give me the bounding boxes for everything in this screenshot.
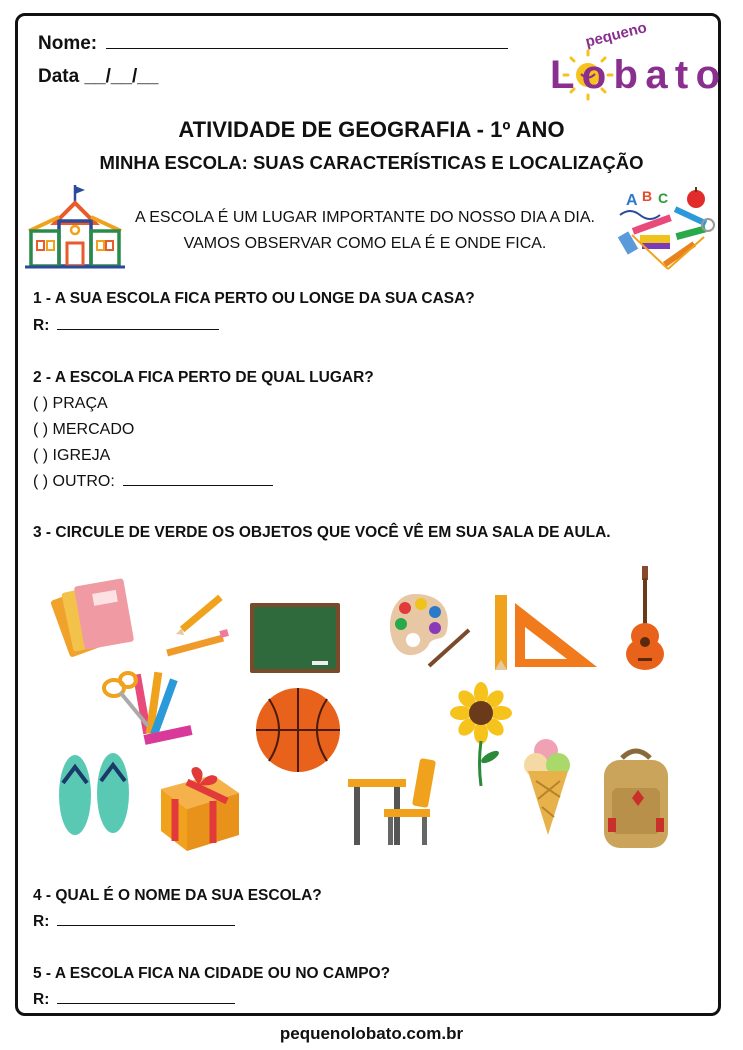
svg-text:A: A xyxy=(626,192,638,209)
guitar-icon[interactable] xyxy=(622,566,668,676)
date-field[interactable]: Data __/__/__ xyxy=(38,66,159,87)
intro-text: A ESCOLA É UM LUGAR IMPORTANTE DO NOSSO DIA A DIA. VAMOS OBSERVAR COMO ELA É E ONDE FICA. xyxy=(135,209,595,252)
answer-5-field[interactable] xyxy=(33,991,235,1009)
name-field xyxy=(38,33,508,55)
question-1: 1 - A SUA ESCOLA FICA PERTO OU LONGE DA SUA CASA? xyxy=(33,290,475,307)
option-outro-label: ( ) OUTRO: xyxy=(33,473,115,490)
chalkboard-icon[interactable] xyxy=(250,603,340,678)
basketball-icon[interactable] xyxy=(255,687,341,778)
answer-5-line[interactable] xyxy=(57,1003,235,1004)
option-outro-line[interactable] xyxy=(123,485,273,486)
option-praca[interactable]: ( ) PRAÇA xyxy=(33,395,108,412)
footer-url[interactable]: pequenolobato.com.br xyxy=(279,1024,464,1043)
flip-flops-icon[interactable] xyxy=(55,753,133,842)
notebooks-icon[interactable] xyxy=(55,578,140,668)
ruler-triangle-icon[interactable] xyxy=(495,595,600,675)
page-title: ATIVIDADE DE GEOGRAFIA - 1º ANO xyxy=(178,117,565,142)
answer-1-label: R: xyxy=(33,317,50,334)
answer-4-label: R: xyxy=(33,913,50,930)
paint-palette-icon[interactable] xyxy=(385,590,473,677)
option-outro[interactable] xyxy=(33,473,273,491)
name-input-line[interactable] xyxy=(106,48,508,49)
gift-box-icon[interactable] xyxy=(157,765,243,858)
logo-small-text: pequeno xyxy=(583,19,649,51)
svg-text:C: C xyxy=(658,190,669,206)
school-building-icon xyxy=(25,183,125,276)
svg-text:B: B xyxy=(642,188,653,204)
option-mercado[interactable]: ( ) MERCADO xyxy=(33,421,135,438)
question-2: 2 - A ESCOLA FICA PERTO DE QUAL LUGAR? xyxy=(33,369,374,386)
answer-4-line[interactable] xyxy=(57,925,235,926)
answer-1-line[interactable] xyxy=(57,329,219,330)
page-subtitle: MINHA ESCOLA: SUAS CARACTERÍSTICAS E LOCALIZAÇÃO xyxy=(99,152,644,173)
option-igreja[interactable]: ( ) IGREJA xyxy=(33,447,111,464)
logo xyxy=(548,19,723,102)
backpack-icon[interactable] xyxy=(598,748,673,855)
school-desk-icon[interactable] xyxy=(346,757,438,852)
name-label: Nome: xyxy=(38,33,98,54)
question-3: 3 - CIRCULE DE VERDE OS OBJETOS QUE VOCÊ VÊ EM SUA SALA DE AULA. xyxy=(33,524,611,541)
school-supplies-heart-icon xyxy=(612,185,724,280)
question-4: 4 - QUAL É O NOME DA SUA ESCOLA? xyxy=(33,887,322,904)
answer-1-field[interactable] xyxy=(33,317,219,335)
scissors-pencils-icon[interactable] xyxy=(100,670,195,753)
ice-cream-icon[interactable] xyxy=(524,737,572,842)
logo-big-text: Lobato xyxy=(550,53,720,97)
pencils-icon[interactable] xyxy=(162,588,234,663)
answer-5-label: R: xyxy=(33,991,50,1008)
answer-4-field[interactable] xyxy=(33,913,235,931)
question-5: 5 - A ESCOLA FICA NA CIDADE OU NO CAMPO? xyxy=(33,965,391,982)
sunflower-icon[interactable] xyxy=(450,683,512,793)
